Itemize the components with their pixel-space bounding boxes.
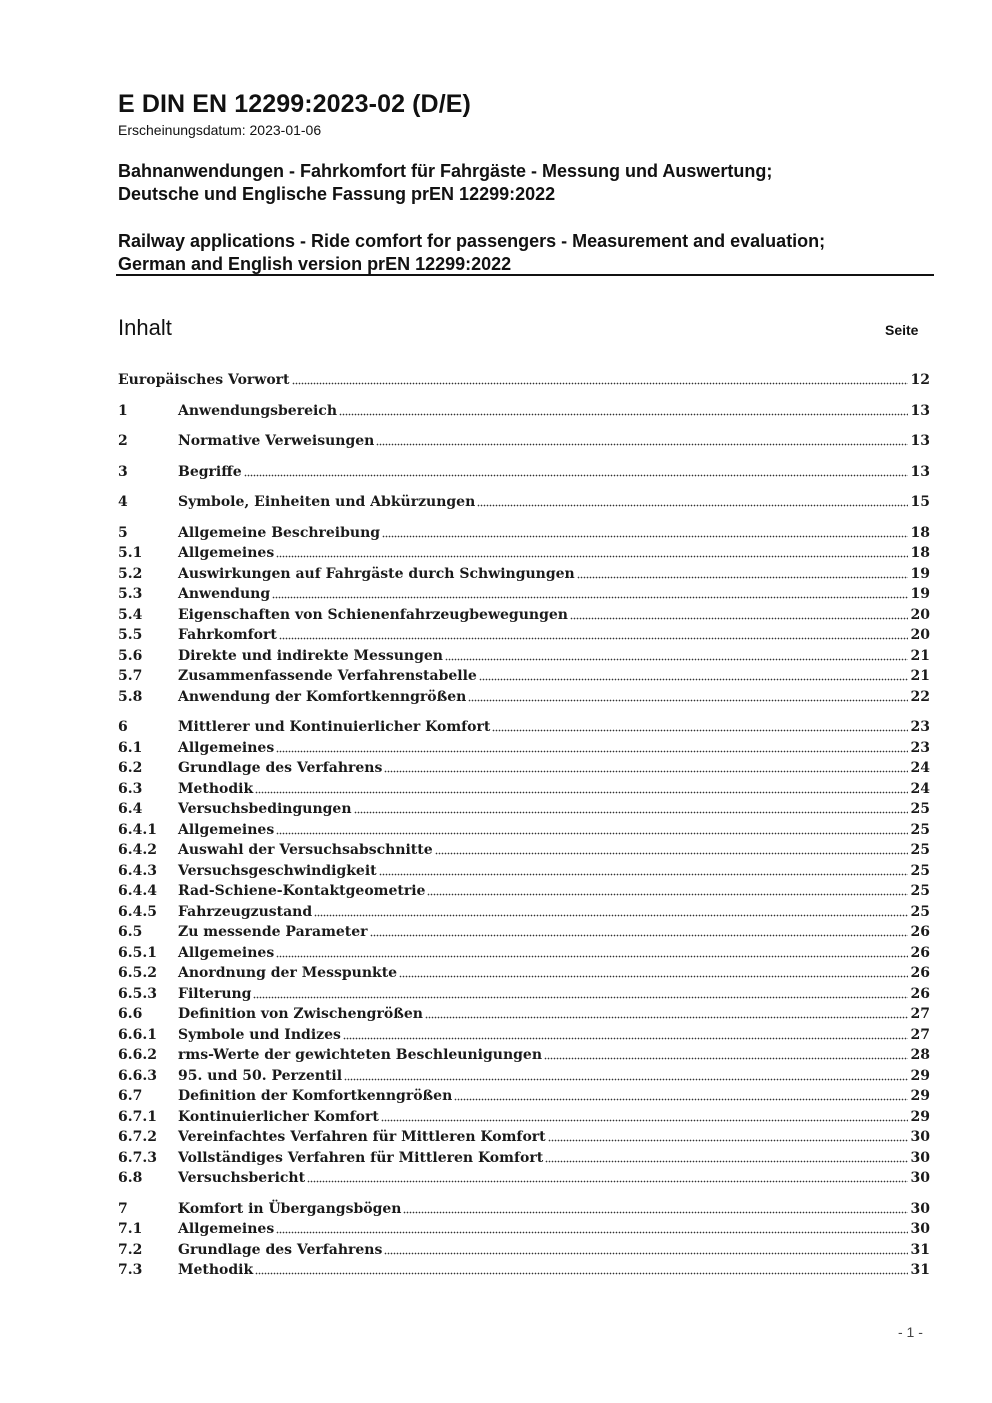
toc-entry-page: 21 — [910, 668, 930, 684]
toc-entry-title: rms-Werte der gewichteten Beschleunigungen — [178, 1047, 542, 1063]
toc-entry-title: Begriffe — [178, 463, 242, 480]
toc-entry-title: Anwendungsbereich — [178, 402, 337, 419]
toc-entry-page: 25 — [910, 842, 930, 858]
toc-dot-leader — [492, 728, 908, 734]
toc-entry-page: 30 — [910, 1170, 930, 1186]
toc-entry-number: 6.6.1 — [118, 1026, 157, 1043]
toc-entry-page: 13 — [910, 402, 930, 419]
toc-entry-title: Methodik — [178, 1262, 254, 1278]
toc-entry-number: 6.7.2 — [118, 1129, 157, 1145]
toc-entry-page: 30 — [910, 1221, 930, 1237]
toc-entry[interactable] — [118, 861, 930, 882]
toc-dot-leader — [276, 953, 908, 959]
toc-entry[interactable] — [118, 1086, 930, 1107]
toc-entry[interactable] — [118, 881, 930, 902]
toc-entry-page: 13 — [910, 433, 930, 449]
toc-entry-number: 6.6.2 — [118, 1047, 157, 1063]
toc-entry-page: 25 — [910, 801, 930, 817]
toc-entry[interactable] — [118, 646, 930, 667]
toc-dot-leader — [382, 533, 908, 539]
toc-entry-page: 21 — [910, 647, 930, 664]
toc-entry[interactable] — [118, 1045, 930, 1066]
toc-entry-title: Fahrzeugzustand — [178, 903, 313, 920]
toc-entry-page: 24 — [910, 760, 930, 776]
toc-dot-leader — [479, 677, 908, 683]
toc-entry-page: 26 — [910, 924, 930, 940]
toc-entry-number: 7 — [118, 1200, 128, 1217]
toc-entry-title: Definition der Komfortkenngrößen — [178, 1088, 453, 1104]
toc-entry-title: Auswahl der Versuchsabschnitte — [178, 842, 433, 858]
toc-entry-number: 5.8 — [118, 688, 143, 705]
toc-dot-leader — [276, 1230, 908, 1236]
toc-entry-title: Kontinuierlicher Komfort — [178, 1108, 379, 1125]
toc-entry[interactable] — [118, 758, 930, 779]
toc-entry-page: 25 — [910, 883, 930, 899]
toc-entry-number: 5.7 — [118, 668, 143, 684]
toc-entry-title: Allgemeine Beschreibung — [178, 524, 381, 541]
toc-entry-number: 6.4.1 — [118, 821, 157, 838]
toc-entry-page: 30 — [910, 1149, 930, 1166]
toc-entry-number: 5.4 — [118, 606, 143, 623]
toc-entry-number: 7.2 — [118, 1241, 143, 1258]
toc-entry-page: 18 — [910, 524, 930, 541]
toc-entry-number: 5.6 — [118, 647, 143, 664]
toc-dot-leader — [427, 892, 908, 898]
toc-dot-leader — [384, 1250, 908, 1256]
toc-entry-page: 26 — [910, 965, 930, 981]
toc-dot-leader — [577, 574, 908, 580]
toc-entry[interactable] — [118, 462, 930, 483]
toc-entry-title: Europäisches Vorwort — [118, 372, 290, 388]
toc-entry-number: 6.3 — [118, 780, 143, 797]
toc-entry[interactable] — [118, 605, 930, 626]
toc-dot-leader — [468, 697, 908, 703]
toc-entry[interactable] — [118, 1107, 930, 1128]
toc-entry-title: 95. und 50. Perzentil — [178, 1067, 343, 1084]
toc-entry[interactable] — [118, 1260, 930, 1281]
toc-entry[interactable] — [118, 717, 930, 738]
toc-entry-title: Fahrkomfort — [178, 627, 277, 643]
toc-entry[interactable] — [118, 902, 930, 923]
toc-entry-number: 6.4 — [118, 801, 143, 817]
toc-entry-page: 26 — [910, 944, 930, 961]
toc-entry[interactable] — [118, 523, 930, 544]
toc-entry-title: Mittlerer und Kontinuierlicher Komfort — [178, 719, 491, 735]
toc-entry[interactable] — [118, 1219, 930, 1240]
toc-entry-number: 5.2 — [118, 565, 143, 582]
toc-entry[interactable] — [118, 840, 930, 861]
toc-dot-leader — [425, 1015, 908, 1021]
toc-entry-page: 23 — [910, 739, 930, 756]
toc-entry-number: 2 — [118, 433, 128, 449]
toc-dot-leader — [255, 789, 908, 795]
toc-dot-leader — [279, 636, 908, 642]
toc-entry-number: 5.5 — [118, 627, 143, 643]
toc-dot-leader — [545, 1158, 908, 1164]
toc-entry-number: 7.1 — [118, 1221, 143, 1237]
toc-entry-title: Versuchsbericht — [178, 1170, 306, 1186]
toc-entry-page: 27 — [910, 1006, 930, 1022]
toc-entry-title: Methodik — [178, 780, 254, 797]
toc-entry-page: 25 — [910, 903, 930, 920]
toc-dot-leader — [399, 974, 908, 980]
toc-dot-leader — [435, 851, 908, 857]
toc-entry-page: 25 — [910, 862, 930, 879]
toc-entry-title: Zusammenfassende Verfahrenstabelle — [178, 668, 477, 684]
title-english — [118, 230, 938, 276]
toc-entry[interactable] — [118, 922, 930, 943]
toc-entry-number: 5.1 — [118, 545, 143, 561]
title-divider — [116, 274, 934, 276]
toc-dot-leader — [548, 1138, 908, 1144]
toc-entry-title: Anwendung — [178, 586, 271, 602]
toc-dot-leader — [370, 933, 908, 939]
toc-entry[interactable] — [118, 779, 930, 800]
toc-entry-number: 6 — [118, 719, 128, 735]
toc-entry[interactable] — [118, 820, 930, 841]
toc-entry-title: Rad-Schiene-Kontaktgeometrie — [178, 883, 426, 899]
toc-entry-title: Symbole und Indizes — [178, 1026, 341, 1043]
toc-entry-page: 19 — [910, 586, 930, 602]
toc-entry[interactable] — [118, 625, 930, 646]
title-german — [118, 160, 938, 206]
toc-entry-title: Allgemeines — [178, 1221, 275, 1237]
toc-entry-page: 30 — [910, 1129, 930, 1145]
toc-entry[interactable] — [118, 1148, 930, 1169]
toc-entry[interactable] — [118, 1004, 930, 1025]
toc-entry[interactable] — [118, 1168, 930, 1189]
toc-entry-number: 6.7.1 — [118, 1108, 157, 1125]
toc-entry-number: 6.4.2 — [118, 842, 157, 858]
toc-entry-title: Symbole, Einheiten und Abkürzungen — [178, 494, 476, 510]
toc-dot-leader — [344, 1076, 908, 1082]
toc-entry-number: 6.6 — [118, 1006, 143, 1022]
toc-dot-leader — [292, 381, 908, 387]
toc-entry-page: 27 — [910, 1026, 930, 1043]
toc-entry[interactable] — [118, 564, 930, 585]
toc-entry-title: Filterung — [178, 985, 252, 1002]
toc-dot-leader — [339, 411, 908, 417]
toc-entry-page: 20 — [910, 606, 930, 623]
toc-entry-number: 6.7.3 — [118, 1149, 157, 1166]
toc-dot-leader — [544, 1056, 908, 1062]
toc-entry-title: Anordnung der Messpunkte — [178, 965, 398, 981]
toc-entry-page: 23 — [910, 719, 930, 735]
toc-entry[interactable] — [118, 431, 930, 452]
toc-entry-page: 20 — [910, 627, 930, 643]
title-english-line-2: German and English version prEN 12299:2022 — [118, 254, 512, 274]
toc-entry-number: 4 — [118, 494, 128, 510]
toc-entry[interactable] — [118, 687, 930, 708]
title-german-line-2: Deutsche und Englische Fassung prEN 12299:2022 — [118, 184, 556, 204]
toc-entry-title: Allgemeines — [178, 545, 275, 561]
toc-dot-leader — [381, 1117, 908, 1123]
toc-entry-title: Allgemeines — [178, 739, 275, 756]
toc-entry-page: 18 — [910, 545, 930, 561]
toc-entry[interactable] — [118, 1025, 930, 1046]
toc-entry[interactable] — [118, 984, 930, 1005]
toc-dot-leader — [343, 1035, 908, 1041]
toc-entry-number: 5.3 — [118, 586, 143, 602]
toc-entry-title: Allgemeines — [178, 944, 275, 961]
toc-dot-leader — [445, 656, 908, 662]
toc-entry[interactable] — [118, 1127, 930, 1148]
title-english-line-1: Railway applications - Ride comfort for passengers - Measurement and evaluation; — [118, 231, 826, 251]
toc-entry-title: Grundlage des Verfahrens — [178, 760, 383, 776]
toc-entry-title: Grundlage des Verfahrens — [178, 1241, 383, 1258]
toc-entry[interactable] — [118, 370, 930, 391]
toc-entry-page: 31 — [910, 1241, 930, 1258]
toc-dot-leader — [272, 595, 908, 601]
toc-entry[interactable] — [118, 666, 930, 687]
toc-entry-page: 25 — [910, 821, 930, 838]
toc-entry-page: 30 — [910, 1200, 930, 1217]
toc-dot-leader — [384, 769, 908, 775]
toc-dot-leader — [276, 748, 908, 754]
toc-entry[interactable] — [118, 584, 930, 605]
toc-entry-title: Versuchsbedingungen — [178, 801, 352, 817]
toc-entry[interactable] — [118, 943, 930, 964]
toc-dot-leader — [314, 912, 908, 918]
toc-entry-title: Eigenschaften von Schienenfahrzeugbewegungen — [178, 606, 568, 623]
toc-entry-number: 6.7 — [118, 1088, 143, 1104]
toc-heading: Inhalt — [118, 315, 172, 340]
toc-entry-page: 22 — [910, 688, 930, 705]
toc-entry-number: 7.3 — [118, 1262, 143, 1278]
toc-dot-leader — [253, 994, 908, 1000]
toc-entry-title: Anwendung der Komfortkenngrößen — [178, 688, 467, 705]
toc-dot-leader — [276, 830, 908, 836]
toc-dot-leader — [454, 1097, 908, 1103]
toc-entry-number: 6.4.3 — [118, 862, 157, 879]
toc-entry-page: 15 — [910, 494, 930, 510]
toc-dot-leader — [403, 1209, 908, 1215]
toc-entry-number: 6.1 — [118, 739, 143, 756]
page-number: - 1 - — [898, 1324, 923, 1340]
toc-entry-title: Vereinfachtes Verfahren für Mittleren Komfort — [178, 1129, 546, 1145]
publication-date: Erscheinungsdatum: 2023-01-06 — [118, 122, 322, 138]
toc-entry-page: 29 — [910, 1088, 930, 1104]
toc-entry-number: 6.8 — [118, 1170, 143, 1186]
toc-entry-page: 13 — [910, 463, 930, 480]
toc-entry-title: Vollständiges Verfahren für Mittleren Komfort — [178, 1149, 544, 1166]
toc-entry-title: Auswirkungen auf Fahrgäste durch Schwingungen — [178, 565, 575, 582]
toc-dot-leader — [354, 810, 908, 816]
toc-entry-page: 31 — [910, 1262, 930, 1278]
toc-entry-number: 6.6.3 — [118, 1067, 157, 1084]
toc-entry-title: Allgemeines — [178, 821, 275, 838]
toc-entry-number: 6.5.2 — [118, 965, 157, 981]
toc-entry-page: 19 — [910, 565, 930, 582]
toc-entry-page: 29 — [910, 1108, 930, 1125]
toc-entry-title: Versuchsgeschwindigkeit — [178, 862, 377, 879]
toc-entry[interactable] — [118, 1066, 930, 1087]
document-id: E DIN EN 12299:2023-02 (D/E) — [118, 90, 471, 118]
toc-entry-title: Definition von Zwischengrößen — [178, 1006, 423, 1022]
toc-entry[interactable] — [118, 738, 930, 759]
toc-entry-number: 6.5.3 — [118, 985, 157, 1002]
toc-dot-leader — [379, 871, 908, 877]
toc-entry[interactable] — [118, 401, 930, 422]
toc-entry-page: 12 — [910, 372, 930, 388]
toc-entry-number: 3 — [118, 463, 128, 480]
toc-dot-leader — [276, 554, 908, 560]
toc-dot-leader — [570, 615, 908, 621]
toc-entry-number: 6.5 — [118, 924, 143, 940]
title-german-line-1: Bahnanwendungen - Fahrkomfort für Fahrgäste - Messung und Auswertung; — [118, 161, 773, 181]
toc-entry[interactable] — [118, 1199, 930, 1220]
toc-entry[interactable] — [118, 799, 930, 820]
toc-entry[interactable] — [118, 1240, 930, 1261]
toc-entry-title: Komfort in Übergangsbögen — [178, 1200, 402, 1217]
toc-entry[interactable] — [118, 492, 930, 513]
toc-dot-leader — [244, 472, 908, 478]
toc-entry-page: 28 — [910, 1047, 930, 1063]
toc-entry-number: 1 — [118, 402, 128, 419]
toc-entry-title: Normative Verweisungen — [178, 433, 375, 449]
table-of-contents — [118, 370, 930, 1281]
toc-entry[interactable] — [118, 963, 930, 984]
toc-entry-title: Zu messende Parameter — [178, 924, 368, 940]
toc-entry-title: Direkte und indirekte Messungen — [178, 647, 443, 664]
toc-entry-number: 6.5.1 — [118, 944, 157, 961]
toc-dot-leader — [376, 442, 908, 448]
toc-entry-page: 24 — [910, 780, 930, 797]
toc-entry-number: 6.4.5 — [118, 903, 157, 920]
toc-entry-number: 6.2 — [118, 760, 143, 776]
toc-entry[interactable] — [118, 543, 930, 564]
toc-entry-page: 29 — [910, 1067, 930, 1084]
toc-entry-page: 26 — [910, 985, 930, 1002]
toc-entry-number: 6.4.4 — [118, 883, 157, 899]
toc-entry-number: 5 — [118, 524, 128, 541]
toc-page-column-heading: Seite — [885, 322, 919, 338]
toc-dot-leader — [477, 503, 908, 509]
toc-dot-leader — [307, 1179, 908, 1185]
toc-dot-leader — [255, 1271, 908, 1277]
